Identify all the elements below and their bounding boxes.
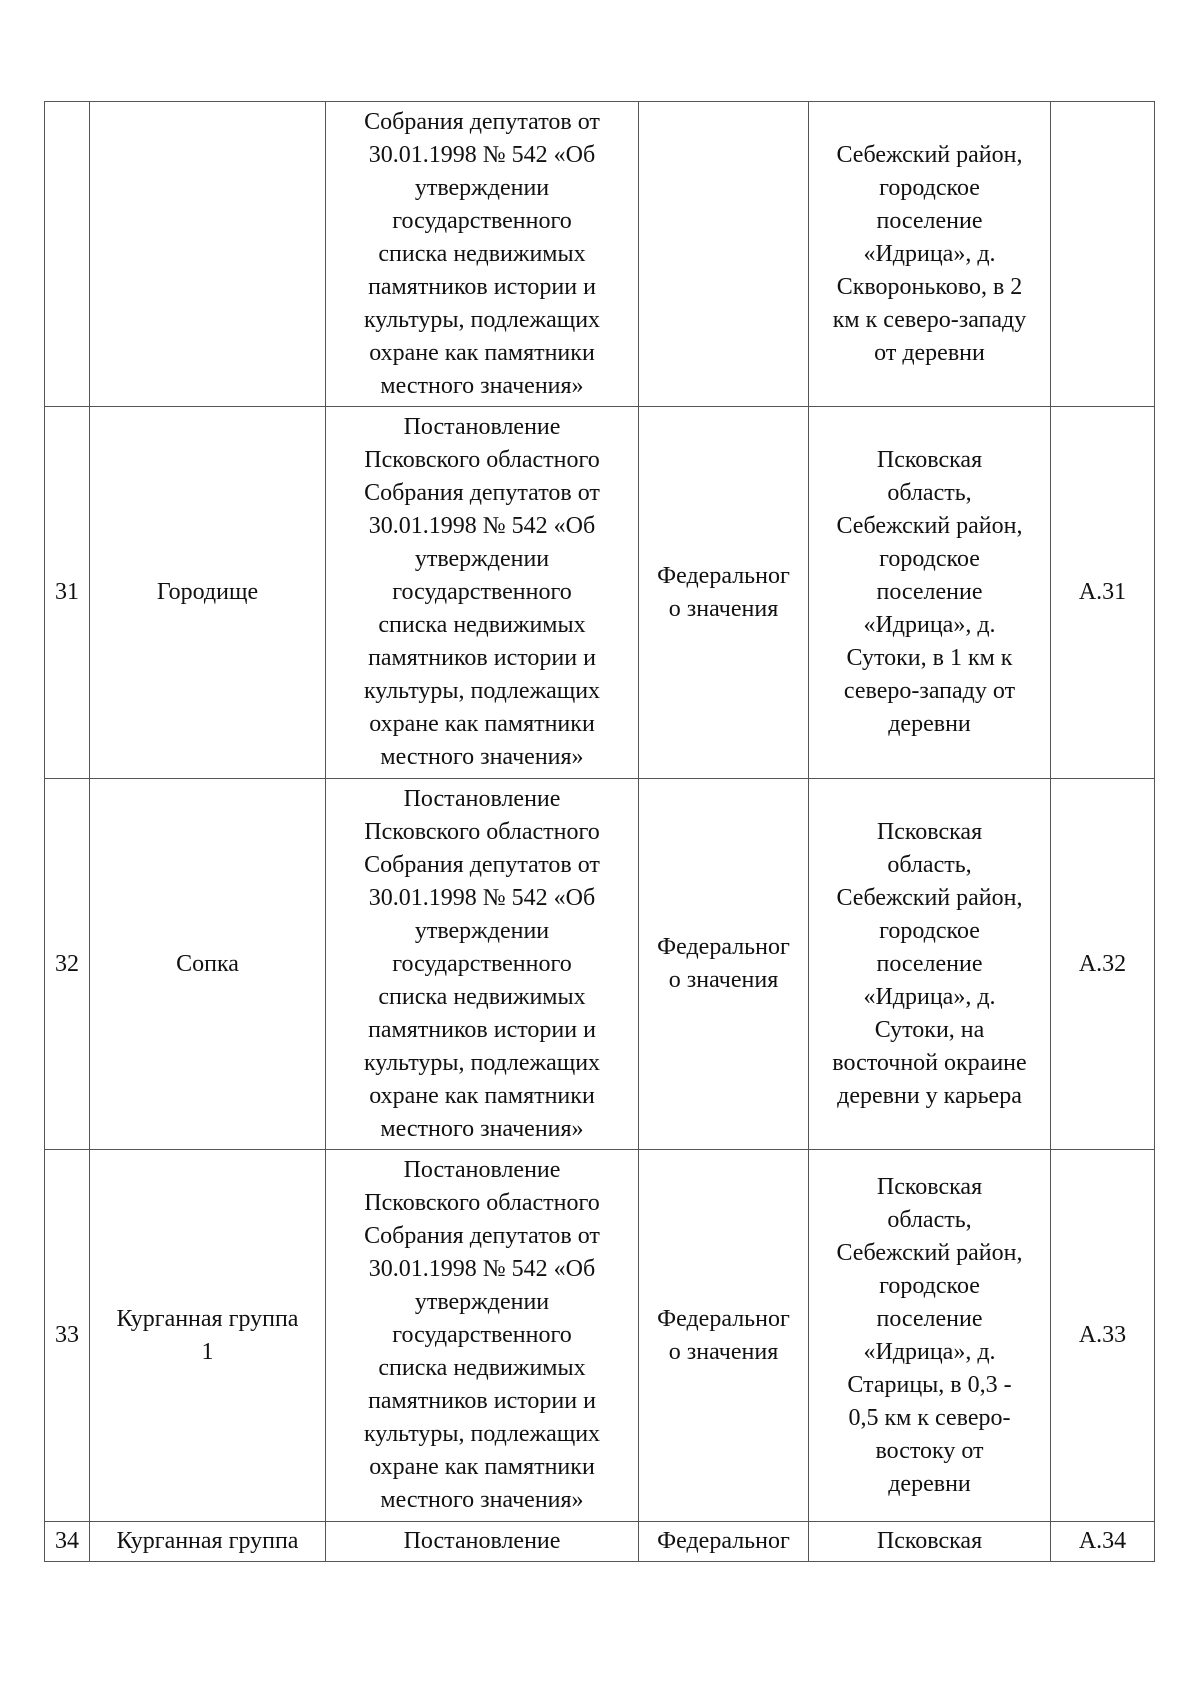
cell-code: А.33 <box>1051 1150 1155 1522</box>
cell-number: 32 <box>45 779 90 1150</box>
table-row <box>45 102 1155 407</box>
cell-site-name: Городище <box>90 407 326 779</box>
cell-document: Постановление Псковского областного Собрания депутатов от 30.01.1998 № 542 «Об утверждении государственного списка недвижимых памятников истории и культуры, подлежащих охране как памятники местного значения» <box>326 407 639 779</box>
cell-number: 34 <box>45 1522 90 1562</box>
cell-category: Федеральног <box>639 1522 809 1562</box>
cell-site-name: Курганная группа 1 <box>90 1150 326 1522</box>
cell-document: Постановление Псковского областного Собрания депутатов от 30.01.1998 № 542 «Об утверждении государственного списка недвижимых памятников истории и культуры, подлежащих охране как памятники местного значения» <box>326 1150 639 1522</box>
cell-code: А.32 <box>1051 779 1155 1150</box>
cell-category: Федеральног о значения <box>639 1150 809 1522</box>
cell-site-name <box>90 102 326 407</box>
cell-code <box>1051 102 1155 407</box>
table-row <box>45 1522 1155 1562</box>
cell-document: Постановление Псковского областного Собрания депутатов от 30.01.1998 № 542 «Об утверждении государственного списка недвижимых памятников истории и культуры, подлежащих охране как памятники местного значения» <box>326 779 639 1150</box>
cell-site-name: Сопка <box>90 779 326 1150</box>
table-row <box>45 779 1155 1150</box>
cell-code: А.34 <box>1051 1522 1155 1562</box>
cell-number: 31 <box>45 407 90 779</box>
table-row <box>45 1150 1155 1522</box>
cell-document: Собрания депутатов от 30.01.1998 № 542 «Об утверждении государственного списка недвижимых памятников истории и культуры, подлежащих охране как памятники местного значения» <box>326 102 639 407</box>
cell-location: Псковская область, Себежский район, городское поселение «Идрица», д. Сутоки, на восточной окраине деревни у карьера <box>809 779 1051 1150</box>
heritage-sites-table <box>44 101 1155 1562</box>
cell-location: Псковская область, Себежский район, городское поселение «Идрица», д. Старицы, в 0,3 - 0,5 км к северо- востоку от деревни <box>809 1150 1051 1522</box>
cell-number: 33 <box>45 1150 90 1522</box>
cell-number <box>45 102 90 407</box>
cell-location: Себежский район, городское поселение «Идрица», д. Сквороньково, в 2 км к северо-западу от деревни <box>809 102 1051 407</box>
cell-location: Псковская область, Себежский район, городское поселение «Идрица», д. Сутоки, в 1 км к северо-западу от деревни <box>809 407 1051 779</box>
cell-site-name: Курганная группа <box>90 1522 326 1562</box>
cell-location: Псковская <box>809 1522 1051 1562</box>
cell-category: Федеральног о значения <box>639 407 809 779</box>
cell-code: А.31 <box>1051 407 1155 779</box>
table-row <box>45 407 1155 779</box>
cell-category <box>639 102 809 407</box>
cell-category: Федеральног о значения <box>639 779 809 1150</box>
cell-document: Постановление <box>326 1522 639 1562</box>
